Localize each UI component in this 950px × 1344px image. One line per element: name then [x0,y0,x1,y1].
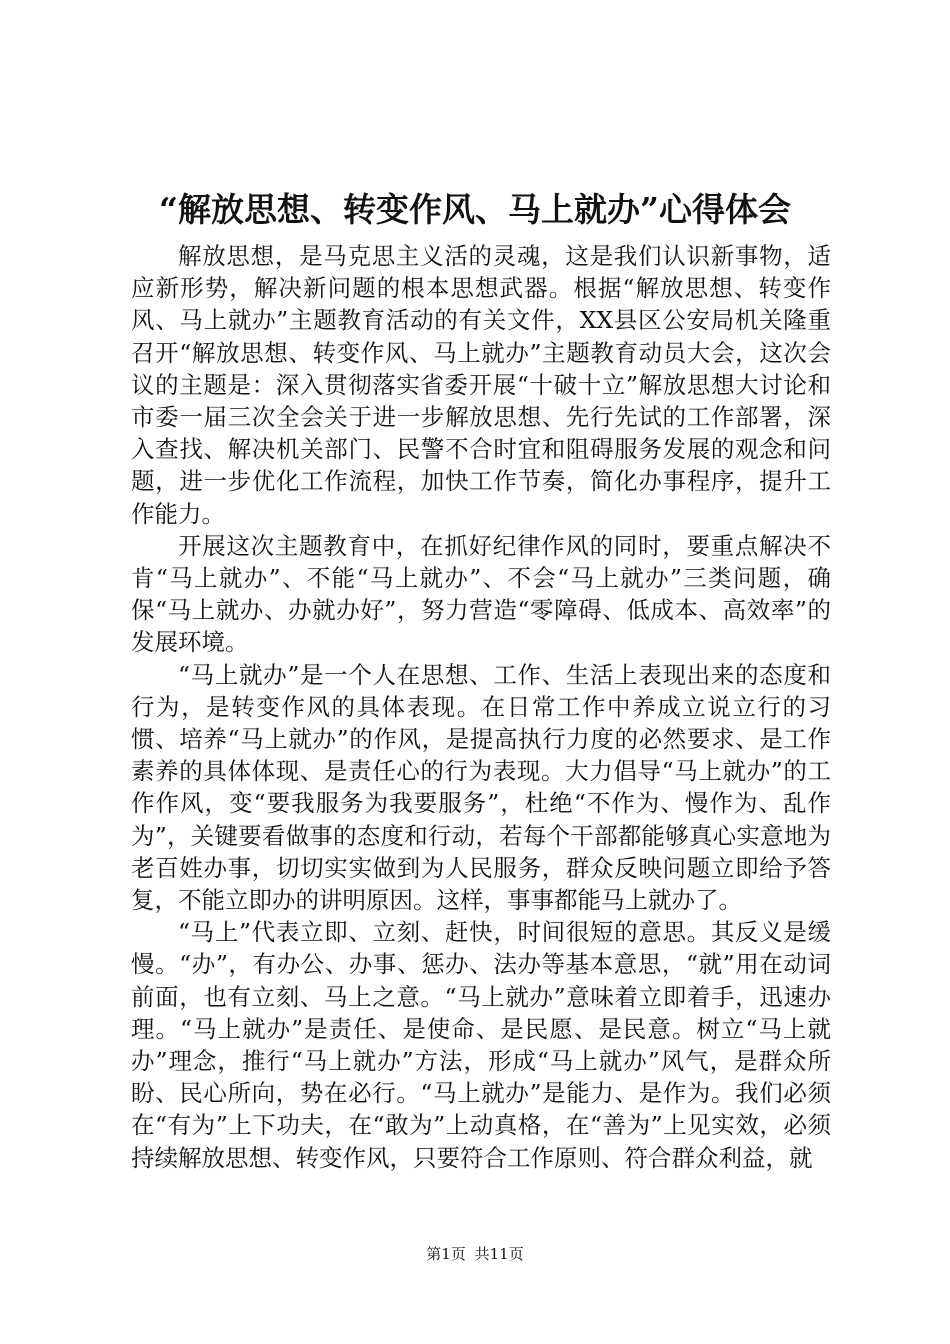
page-total: 共11页 [474,1245,524,1263]
document-body [131,240,831,1174]
paragraph-1: 解放思想，是马克思主义活的灵魂，这是我们认识新事物，适应新形势，解决新问题的根本思想武器。根据“解放思想、转变作风、马上就办”主题教育活动的有关文件，XX县区公安局机关隆重召开“解放思想、转变作风、马上就办”主题教育动员大会，这次会议的主题是：深入贯彻落实省委开展“十破十立”解放思想大讨论和市委一届三次全会关于进一步解放思想、先行先试的工作部署，深入查找、解决机关部门、民警不合时宜和阻碍服务发展的观念和问题，进一步优化工作流程，加快工作节奏，简化办事程序，提升工作能力。 [131,242,831,528]
paragraph-4: “马上”代表立即、立刻、赶快，时间很短的意思。其反义是缓慢。“办”，有办公、办事、惩办、法办等基本意思，“就”用在动词前面，也有立刻、马上之意。“马上就办”意味着立即着手，迅速办理。“马上就办”是责任、是使命、是民愿、是民意。树立“马上就办”理念，推行“马上就办”方法，形成“马上就办”风气，是群众所盼、民心所向，势在必行。“马上就办”是能力、是作为。我们必须在“有为”上下功夫，在“敢为”上动真格，在“善为”上见实效，必须持续解放思想、转变作风，只要符合工作原则、符合群众利益，就 [131,918,831,1172]
paragraph-2: 开展这次主题教育中，在抓好纪律作风的同时，要重点解决不肯“马上就办”、不能“马上就办”、不会“马上就办”三类问题，确保“马上就办、办就办好”，努力营造“零障碍、低成本、高效率”的发展环境。 [131,531,831,657]
page-footer [0,1244,950,1264]
document-title: “解放思想、转变作风、马上就办”心得体会 [159,190,791,229]
page-number: 第1页 [426,1245,466,1263]
paragraph-3: “马上就办”是一个人在思想、工作、生活上表现出来的态度和行为，是转变作风的具体表现。在日常工作中养成立说立行的习惯、培养“马上就办”的作风，是提高执行力度的必然要求、是工作素养的具体体现、是责任心的行为表现。大力倡导“马上就办”的工作作风，变“要我服务为我要服务”，杜绝“不作为、慢作为、乱作为”，关键要看做事的态度和行动，若每个干部都能够真心实意地为老百姓办事，切切实实做到为人民服务，群众反映问题立即给予答复，不能立即办的讲明原因。这样，事事都能马上就办了。 [131,660,831,915]
